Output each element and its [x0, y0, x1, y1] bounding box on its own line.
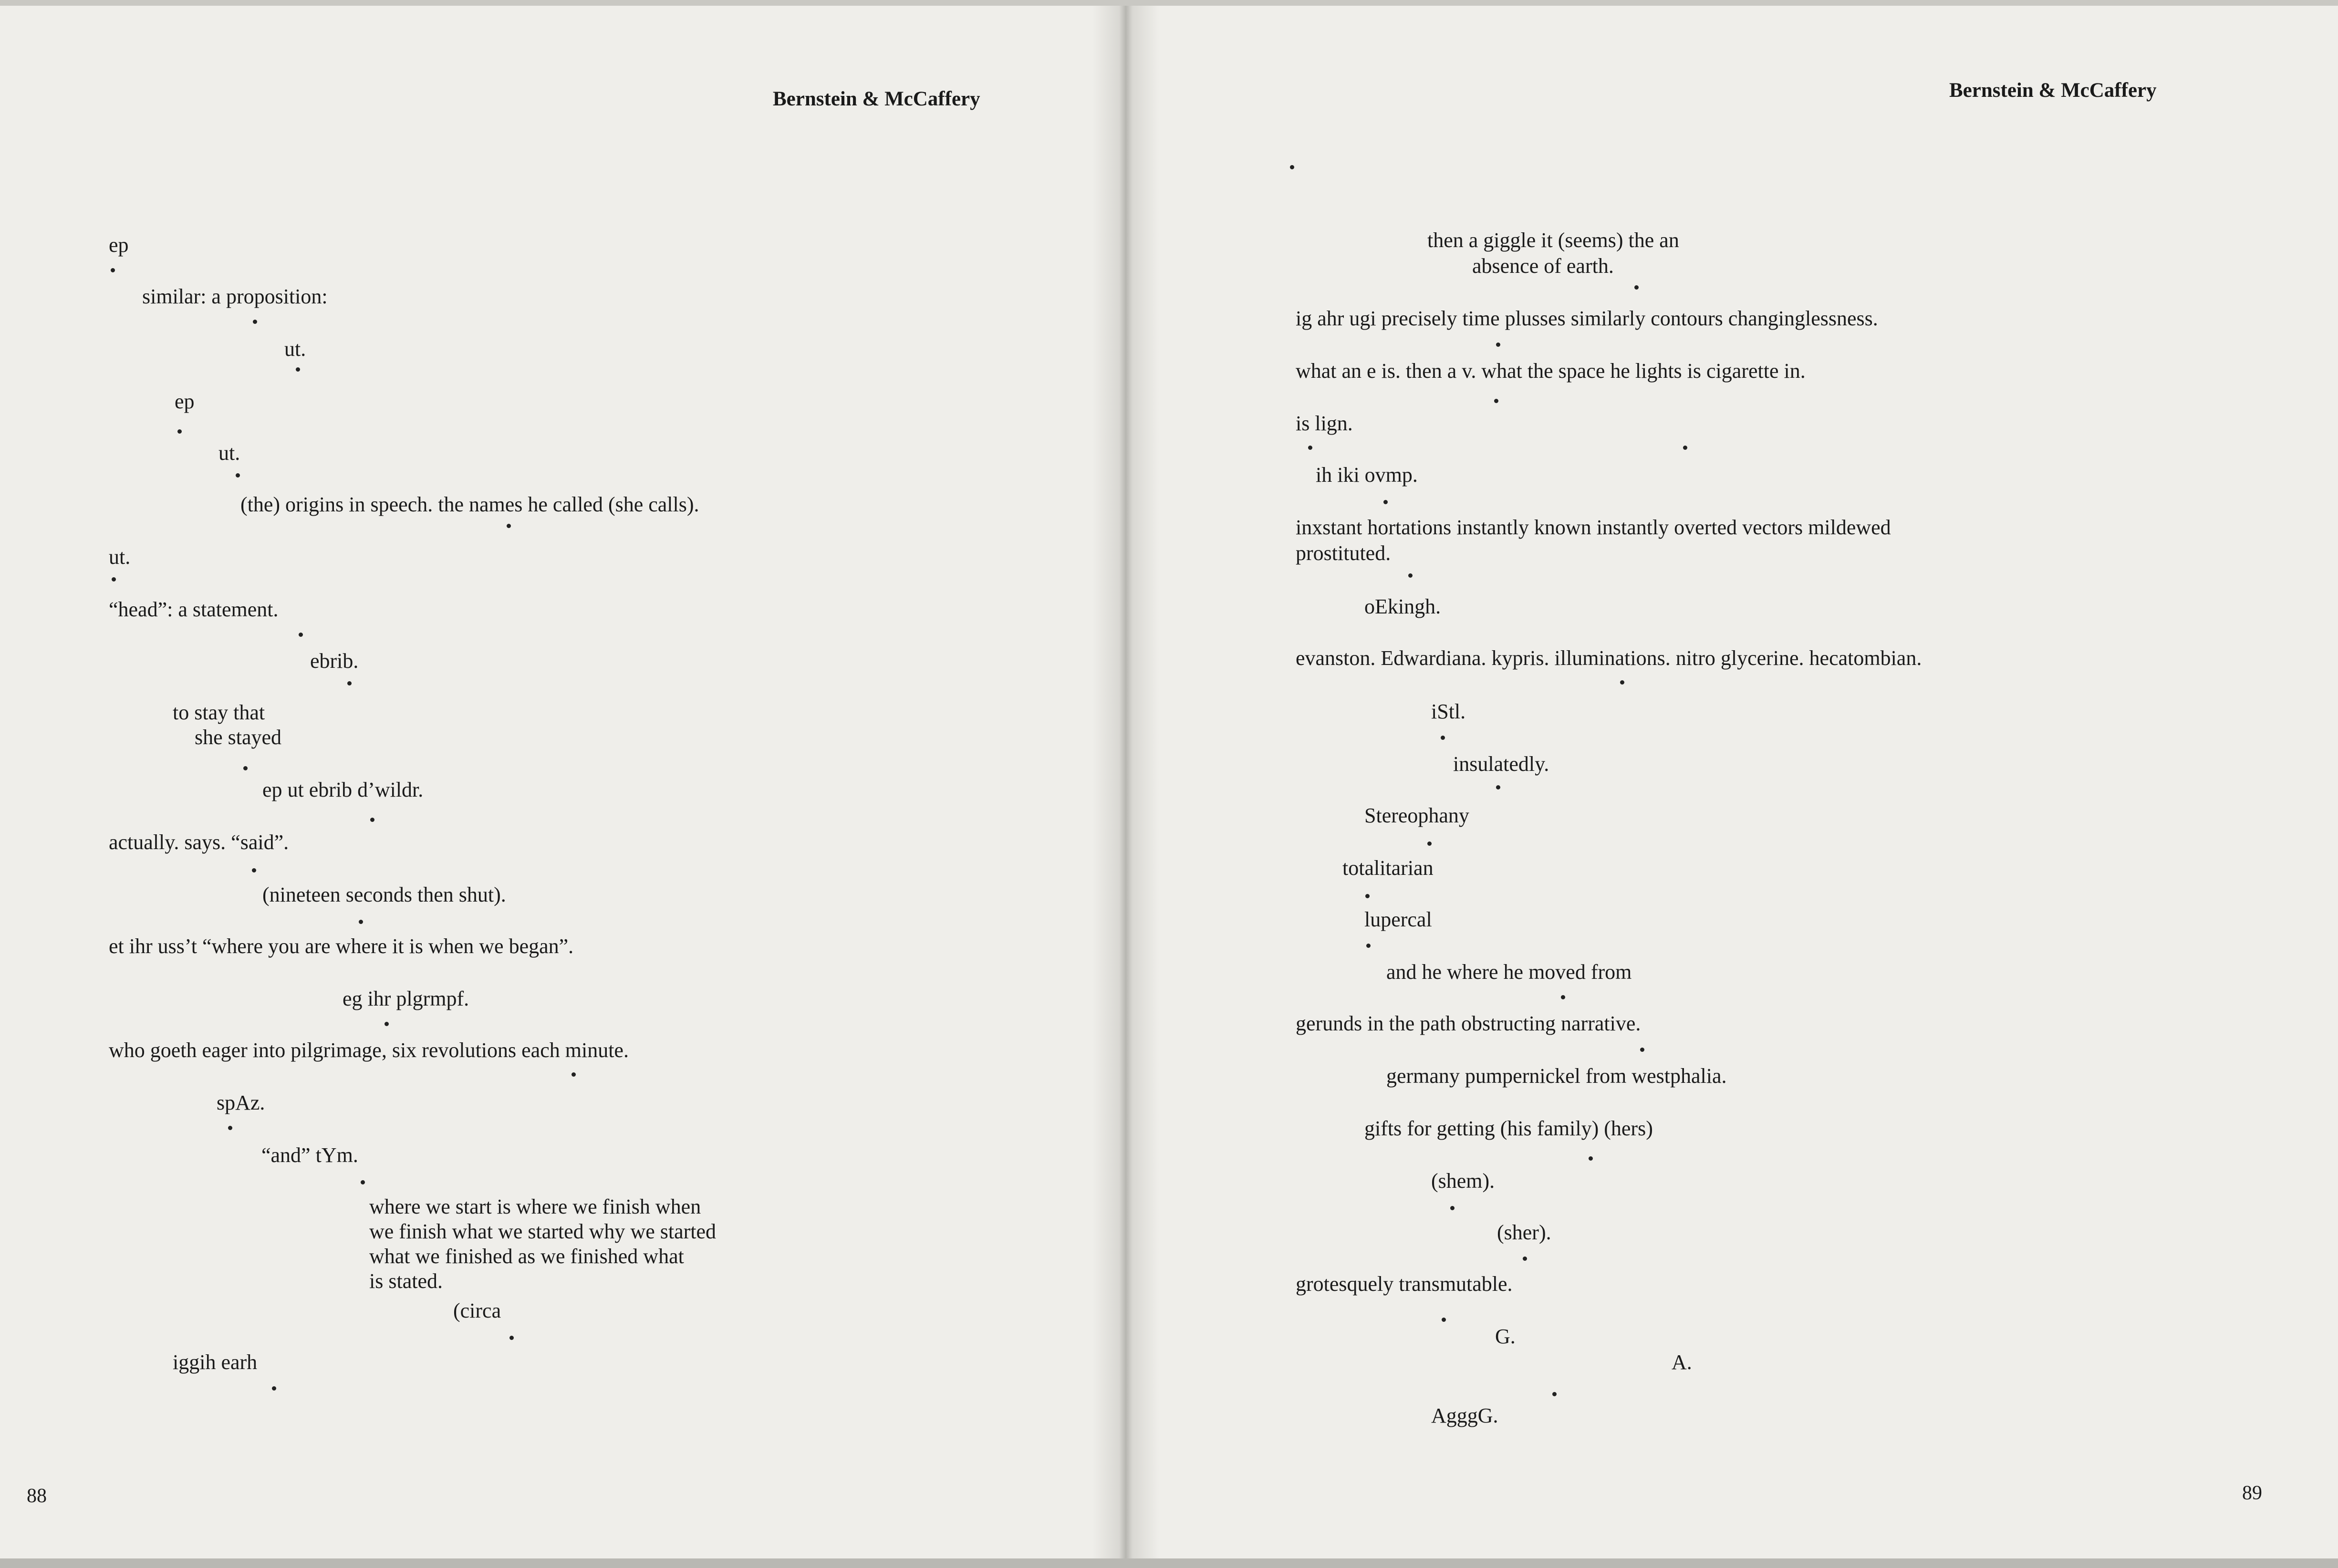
right-line-24: A. — [1672, 1350, 1692, 1374]
left-line-1: ep — [109, 233, 129, 257]
dot — [1634, 285, 1639, 290]
dot — [384, 1022, 389, 1026]
right-line-11: iStl. — [1431, 700, 1466, 723]
right-line-5: is lign. — [1296, 412, 1353, 435]
right-line-12: insulatedly. — [1453, 752, 1549, 776]
left-page-number: 88 — [27, 1485, 47, 1507]
dot — [507, 524, 511, 528]
right-line-22: grotesquely transmutable. — [1296, 1272, 1513, 1296]
dot — [370, 818, 374, 822]
left-line-23: is stated. — [369, 1269, 443, 1293]
left-line-20: where we start is where we finish when — [369, 1195, 701, 1218]
left-line-2: similar: a proposition: — [142, 285, 328, 308]
left-line-24: (circa — [453, 1299, 501, 1322]
left-line-6: (the) origins in speech. the names he called (she calls). — [240, 493, 699, 516]
left-page — [0, 6, 1121, 1558]
right-line-19: gifts for getting (his family) (hers) — [1364, 1117, 1653, 1140]
dot — [1427, 841, 1432, 846]
right-line-14: totalitarian — [1342, 856, 1434, 880]
dot — [359, 920, 363, 924]
left-line-3: ut. — [284, 337, 306, 361]
dot — [509, 1336, 514, 1340]
dot — [296, 367, 300, 372]
right-line-20: (shem). — [1431, 1169, 1495, 1193]
dot — [1683, 446, 1687, 450]
dot — [1589, 1156, 1593, 1161]
dot — [1494, 399, 1498, 403]
right-line-2: absence of earth. — [1472, 254, 1614, 278]
right-line-16: and he where he moved from — [1386, 960, 1632, 984]
right-page-number: 89 — [2242, 1482, 2262, 1504]
left-line-25: iggih earh — [173, 1350, 258, 1374]
dot — [1552, 1392, 1557, 1396]
dot — [1561, 995, 1565, 999]
left-running-header: Bernstein & McCaffery — [773, 88, 980, 110]
dot — [1408, 573, 1413, 578]
dot — [1383, 500, 1388, 504]
right-line-23: G. — [1495, 1325, 1516, 1348]
dot — [1620, 680, 1624, 685]
book-gutter — [1092, 6, 1159, 1558]
dot — [228, 1126, 232, 1130]
left-line-22: what we finished as we finished what — [369, 1245, 684, 1268]
dot — [112, 577, 116, 582]
left-line-18: spAz. — [217, 1091, 265, 1114]
dot — [1308, 446, 1312, 450]
left-line-4: ep — [175, 390, 195, 413]
right-line-4: what an e is. then a v. what the space he lights is cigarette in. — [1296, 359, 1806, 383]
dot — [1450, 1206, 1455, 1210]
dot — [111, 268, 115, 272]
right-line-25: AgggG. — [1431, 1404, 1498, 1427]
right-line-17: gerunds in the path obstructing narrative. — [1296, 1012, 1641, 1035]
right-line-21: (sher). — [1497, 1221, 1551, 1244]
left-line-5: ut. — [218, 441, 240, 465]
dot — [1441, 736, 1445, 740]
right-line-10: evanston. Edwardiana. kypris. illuminations. nitro glycerine. hecatombian. — [1296, 646, 1922, 670]
dot — [361, 1180, 365, 1184]
dot — [1366, 944, 1371, 948]
dot — [243, 766, 248, 770]
dot — [252, 868, 256, 872]
dot — [1442, 1318, 1446, 1322]
right-page — [1140, 6, 2338, 1558]
left-line-14: (nineteen seconds then shut). — [262, 883, 506, 906]
dot — [177, 429, 182, 434]
right-line-8: prostituted. — [1296, 541, 1391, 565]
left-line-13: actually. says. “said”. — [109, 831, 289, 854]
dot — [1523, 1256, 1527, 1261]
left-line-15: et ihr uss’t “where you are where it is when we began”. — [109, 935, 574, 958]
right-running-header: Bernstein & McCaffery — [1949, 79, 2157, 102]
dot — [1290, 165, 1294, 169]
right-line-6: ih iki ovmp. — [1316, 463, 1418, 487]
left-line-12: ep ut ebrib d’wildr. — [262, 778, 424, 801]
dot — [1640, 1048, 1644, 1052]
dot — [1365, 894, 1370, 898]
left-line-8: “head”: a statement. — [109, 598, 279, 621]
left-line-19: “and” tYm. — [261, 1143, 358, 1167]
page-bottom-edge — [0, 1558, 2338, 1568]
dot — [1496, 785, 1500, 789]
right-line-3: ig ahr ugi precisely time plusses similarly contours changinglessness. — [1296, 307, 1878, 330]
left-line-9: ebrib. — [310, 649, 359, 673]
right-line-18: germany pumpernickel from westphalia. — [1386, 1064, 1727, 1088]
dot — [1496, 343, 1500, 347]
dot — [572, 1072, 576, 1077]
dot — [272, 1386, 276, 1391]
dot — [236, 473, 240, 478]
dot — [347, 681, 352, 685]
right-line-7: inxstant hortations instantly known instantly overted vectors mildewed — [1296, 516, 1891, 539]
right-line-13: Stereophany — [1364, 804, 1469, 827]
left-line-11: she stayed — [195, 726, 282, 749]
right-line-1: then a giggle it (seems) the an — [1427, 228, 1679, 252]
dot — [253, 320, 257, 324]
right-line-9: oEkingh. — [1364, 595, 1441, 618]
dot — [299, 633, 303, 637]
left-line-21: we finish what we started why we started — [369, 1220, 717, 1243]
left-line-17: who goeth eager into pilgrimage, six revolutions each minute. — [109, 1038, 629, 1062]
left-line-10: to stay that — [173, 701, 265, 724]
left-line-16: eg ihr plgrmpf. — [343, 987, 469, 1010]
left-line-7: ut. — [109, 545, 131, 569]
right-line-15: lupercal — [1364, 908, 1432, 931]
